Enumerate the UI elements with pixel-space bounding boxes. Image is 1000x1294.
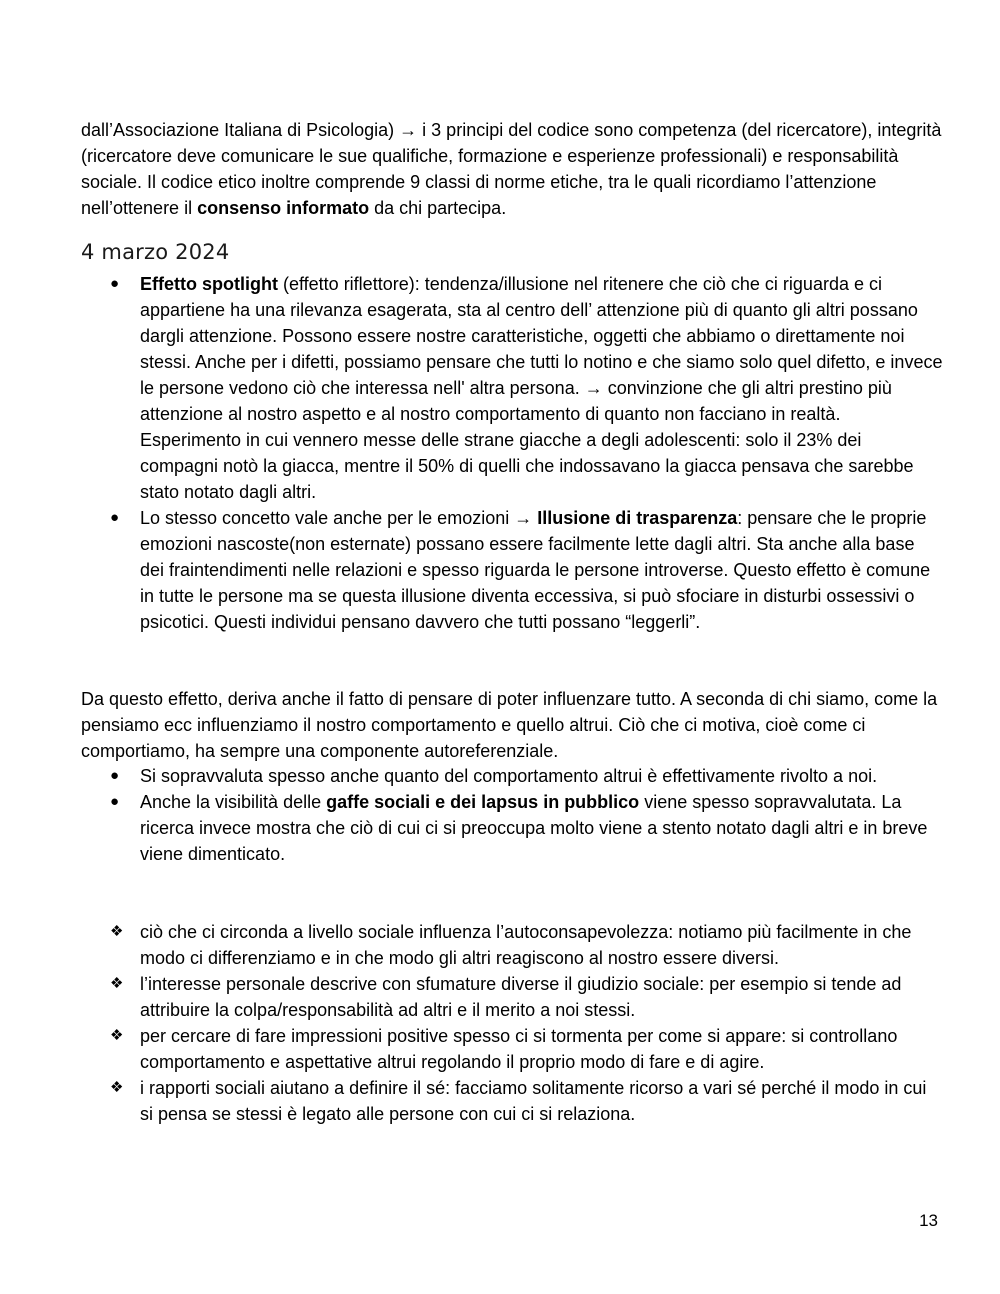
intro-text-1: dall’Associazione Italiana di Psicologia) → i 3 principi del codice sono competenza (del ricercatore), integrità (ricercatore deve comunicare le sue qualifiche, formazione e esperienze professionali) e responsabilità sociale. Il codice etico inoltre comprende 9 classi di norme etiche, tra le quali ricordiamo l’attenzione nell’ottenere il (81, 120, 942, 218)
diamond-bullet-icon: ❖ (110, 923, 124, 940)
list-item (81, 919, 943, 971)
bullet-list-overestimation (81, 763, 943, 867)
diamond-bullet-icon: ❖ (110, 1079, 124, 1096)
intro-text-2: da chi partecipa. (369, 198, 507, 218)
list-item-text-pre: Lo stesso concetto vale anche per le emozioni → (140, 508, 538, 528)
list-item-text: ciò che ci circonda a livello sociale influenza l’autoconsapevolezza: notiamo più facilmente in che modo ci differenziamo e in che modo gli altri reagiscono al nostro essere diversi. (140, 922, 912, 968)
term-gaffe: gaffe sociali e dei lapsus in pubblico (326, 792, 640, 812)
list-item-text: i rapporti sociali aiutano a definire il sé: facciamo solitamente ricorso a vari sé perché il modo in cui si pensa se stessi è legato alle persone con cui ci si relaziona. (140, 1078, 927, 1124)
page-number: 13 (919, 1211, 938, 1230)
list-item (81, 271, 943, 505)
list-item-text-experiment: Esperimento in cui vennero messe delle strane giacche a degli adolescenti: solo il 23% dei compagni notò la giacca, mentre il 50% di quelli che indossavano la giacca pensava che sarebbe stato notato dagli altri. (140, 430, 914, 502)
list-item-text: : pensare che le proprie emozioni nascoste(non esternate) possano essere facilmente lette dagli altri. Sta anche alla base dei fraintendimenti nelle relazioni e spesso riguarda le persone introverse. Questo effetto è comune in tutte le persone ma se questa illusione diventa eccessiva, si può sfociare in disturbi ossessivi o psicotici. Questi individui pensano davvero che tutti possano “leggerli”. (140, 508, 931, 632)
date-heading: 4 marzo 2024 (81, 240, 230, 264)
list-item-text: Si sopravvaluta spesso anche quanto del comportamento altrui è effettivamente rivolto a noi. (140, 766, 878, 786)
bullet-list-spotlight (81, 271, 943, 635)
term-spotlight: Effetto spotlight (140, 274, 278, 294)
list-item-text: per cercare di fare impressioni positive spesso ci si tormenta per come si appare: si controllano comportamento e aspettative altrui regolando il proprio modo di fare e di agire. (140, 1026, 898, 1072)
list-item (81, 505, 943, 635)
list-item (81, 1023, 943, 1075)
list-item-text: viene spesso sopravvalutata. La ricerca invece mostra che ciò di cui ci si preoccupa molto viene a stento notato dagli altri e in breve viene dimenticato. (140, 792, 928, 864)
paragraph-influence: Da questo effetto, deriva anche il fatto di pensare di poter influenzare tutto. A seconda di chi siamo, come la pensiamo ecc influenziamo il nostro comportamento e quello altrui. Ciò che ci motiva, cioè come ci comportiamo, ha sempre una componente autoreferenziale. (81, 689, 938, 761)
list-item-text-pre: Anche la visibilità delle (140, 792, 327, 812)
diamond-bullet-icon: ❖ (110, 1027, 124, 1044)
list-item-text: l’interesse personale descrive con sfumature diverse il giudizio sociale: per esempio si tende ad attribuire la colpa/responsabilità ad altri e il merito a noi stessi. (140, 974, 902, 1020)
diamond-list-self (81, 919, 943, 1127)
diamond-bullet-icon: ❖ (110, 975, 124, 992)
intro-paragraph (81, 117, 943, 221)
bullet-icon: ● (110, 793, 120, 810)
list-item-text: (effetto riflettore): tendenza/illusione nel ritenere che ciò che ci riguarda e ci appartiene ha una rilevanza esagerata, sta al centro dell’ attenzione più di quanto gli altri possano dargli attenzione. Possono essere nostre caratteristiche, oggetti che abbiamo o direttamente noi stessi. Anche per i difetti, possiamo pensare che tutti lo notino e che siamo solo quel difetto, e invece le persone vedono ciò che interessa nell' altra persona. → convinzione che gli altri prestino più attenzione al nostro aspetto e al nostro comportamento di quanto non facciano in realtà. (140, 274, 943, 424)
list-item (81, 789, 943, 867)
bullet-icon: ● (110, 509, 120, 526)
bullet-icon: ● (110, 767, 120, 784)
list-item (81, 971, 943, 1023)
list-item (81, 763, 943, 789)
term-transparency: Illusione di trasparenza (537, 508, 738, 528)
bullet-icon: ● (110, 275, 120, 292)
intro-bold-consent: consenso informato (197, 198, 370, 218)
list-item (81, 1075, 943, 1127)
